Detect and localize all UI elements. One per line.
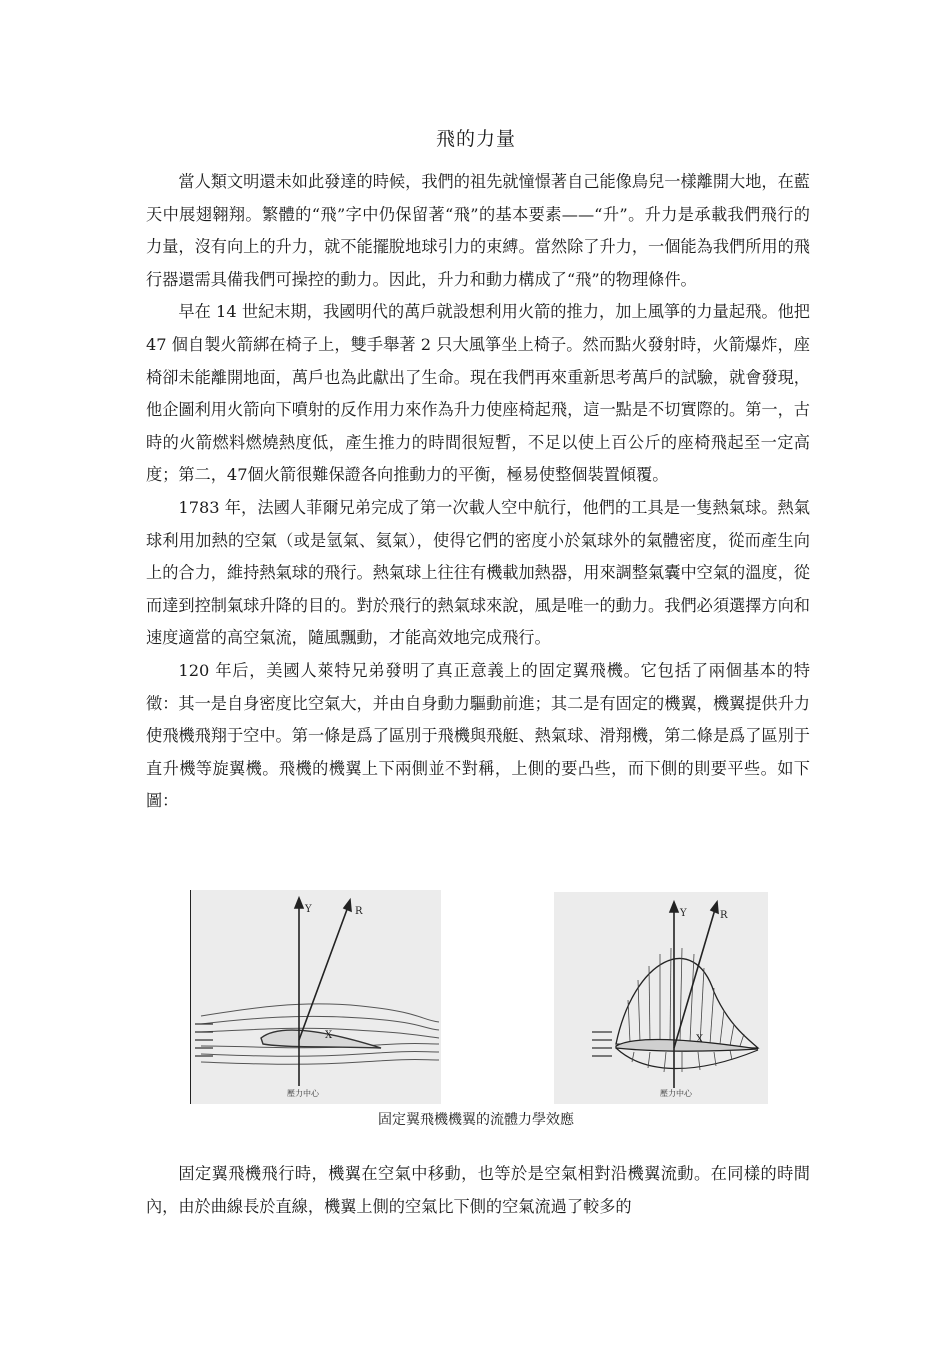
page-title: 飛的力量 xyxy=(435,128,516,150)
pressure-distribution-drawing xyxy=(554,892,768,1104)
pressure-center-label-left: 壓力中心 xyxy=(287,1089,319,1098)
airfoil-streamline-figure xyxy=(190,890,441,1104)
main-text xyxy=(146,166,810,818)
airfoil-streamline-drawing xyxy=(191,890,441,1104)
airfoil-figures xyxy=(190,886,770,1104)
paragraph-balloon: 1783 年，法國人菲爾兄弟完成了第一次載人空中航行，他們的工具是一隻熱氣球。熱氣球利用加熱的空氣（或是氫氣、氦氣），使得它們的密度小於氣球外的氣體密度，從而產生向上的合力，維持熱氣球的飛行。熱氣球上往往有機載加熱器，用來調整氣囊中空氣的溫度，從而達到控制氣球升降的目的。對於飛行的熱氣球來說，風是唯一的動力。我們必須選擇方向和速度適當的高空氣流，隨風飄動，才能高效地完成飛行。 xyxy=(146,497,810,648)
continued-text xyxy=(146,1158,810,1223)
paragraph-wanhu: 早在 14 世紀末期，我國明代的萬戶就設想利用火箭的推力，加上風箏的力量起飛。他把 47 個自製火箭綁在椅子上，雙手舉著 2 只大風箏坐上椅子。然而點火發射時，火箭爆炸，座椅卻未能離開地面，萬戶也為此獻出了生命。現在我們再來重新思考萬戶的試驗，就會發現，他企圖利用火箭向下噴射的反作用力來作為升力使座椅起飛，這一點是不切實際的。第一，古時的火箭燃料燃燒熱度低，產生推力的時間很短暫，不足以使上百公斤的座椅飛起至一定高度；第二，47個火箭很難保證各向推動力的平衡，極易使整個裝置傾覆。 xyxy=(146,302,810,485)
paragraph-flight: 固定翼飛機飛行時，機翼在空氣中移動，也等於是空氣相對沿機翼流動。在同樣的時間內，由於曲線長於直線，機翼上側的空氣比下側的空氣流過了較多的 xyxy=(146,1164,810,1216)
paragraph-intro: 當人類文明還未如此發達的時候，我們的祖先就憧憬著自己能像鳥兒一樣離開大地，在藍天中展翅翱翔。繁體的“飛”字中仍保留著“飛”的基本要素——“升”。升力是承載我們飛行的力量，沒有向上的升力，就不能擺脫地球引力的束縛。當然除了升力，一個能為我們所用的飛行器還需具備我們可操控的動力。因此，升力和動力構成了“飛”的物理條件。 xyxy=(146,172,810,289)
lift-label-right: Y xyxy=(680,908,687,919)
pressure-distribution-figure xyxy=(554,892,768,1104)
pressure-center-label-right: 壓力中心 xyxy=(660,1089,692,1098)
figure-caption: 固定翼飛機機翼的流體力學效應 xyxy=(378,1112,574,1128)
drag-label-right: X xyxy=(696,1034,704,1045)
drag-label-left: X xyxy=(325,1030,333,1041)
paragraph-wright: 120 年后，美國人萊特兄弟發明了真正意義上的固定翼飛機。它包括了兩個基本的特徵：其一是自身密度比空氣大，并由自身動力驅動前進；其二是有固定的機翼，機翼提供升力使飛機飛翔于空中。第一條是爲了區別于飛機與飛艇、熱氣球、滑翔機，第二條是爲了區別于直升機等旋翼機。飛機的機翼上下兩側並不對稱，上側的要凸些，而下側的則要平些。如下圖： xyxy=(146,660,810,811)
lift-label-left: Y xyxy=(305,904,312,915)
resultant-label-left: R xyxy=(355,906,363,917)
resultant-label-right: R xyxy=(720,910,728,921)
